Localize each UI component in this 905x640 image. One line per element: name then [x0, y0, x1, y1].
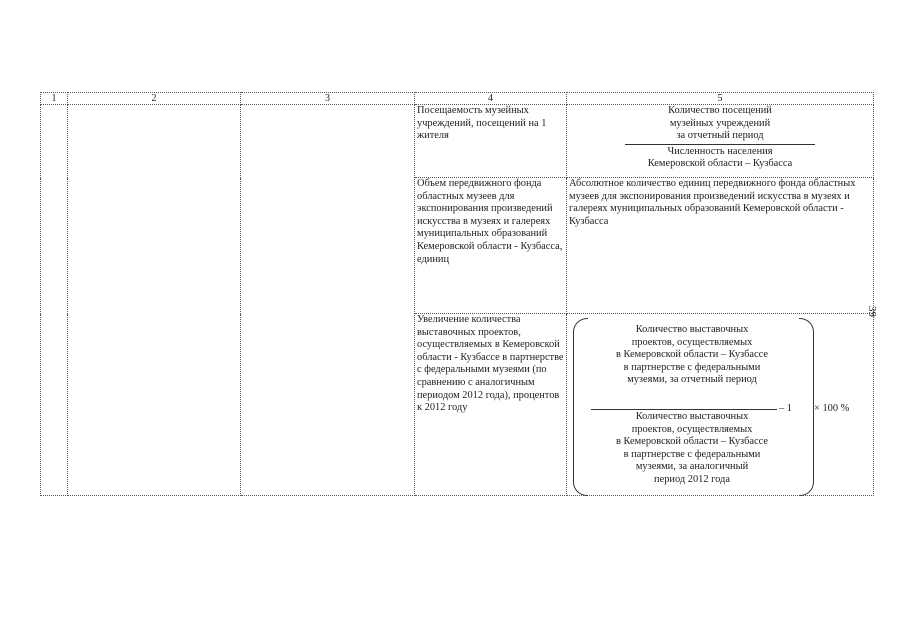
- formula-attendance: [567, 105, 874, 178]
- formula-denominator-line: музеями, за аналогичный: [635, 461, 749, 473]
- formula-numerator-line: музеями, за отчетный период: [627, 374, 757, 386]
- formula-denominator-line: в партнерстве с федеральными: [623, 448, 761, 460]
- left-parenthesis: [573, 318, 588, 496]
- formula-numerator-line: проектов, осуществляемых: [631, 336, 753, 348]
- formula-exhibition-projects: [567, 314, 874, 496]
- formula-minus-one: – 1: [779, 403, 792, 414]
- table-row: [41, 105, 874, 178]
- page-number: 39: [866, 306, 878, 317]
- indicators-table: [40, 92, 874, 496]
- formula-denominator-line: Кемеровской области – Кузбасса: [647, 158, 793, 170]
- fraction-bar: [591, 409, 777, 410]
- formula-numerator-line: музейных учреждений: [669, 117, 771, 129]
- indicator-attendance: Посещаемость музейных учреждений, посещений на 1 жителя: [415, 105, 567, 178]
- right-parenthesis: [799, 318, 814, 496]
- formula-numerator-line: в партнерстве с федеральными: [623, 361, 761, 373]
- cell-col2: [68, 105, 241, 496]
- formula-denominator-line: период 2012 года: [654, 473, 730, 485]
- cell-col3: [241, 105, 415, 496]
- formula-times-100-percent: × 100 %: [814, 403, 850, 414]
- formula-numerator: [587, 324, 797, 387]
- indicator-mobile-fund: Объем передвижного фонда областных музеев для экспонирования произведений искусства в музеях и галереях муниципальных образований Кемеровской области - Кузбасса, единиц: [415, 178, 567, 314]
- formula-denominator-line: в Кемеровской области – Кузбассе: [616, 436, 768, 448]
- indicator-exhibition-projects: Увеличение количества выставочных проектов, осуществляемых в Кемеровской области - Кузбассе в партнерстве с федеральными музеями (по сравнению с аналогичным периодом 2012 года), процентов к 2012 году: [415, 314, 567, 496]
- col-header-5: 5: [567, 93, 874, 105]
- cell-col1: [41, 105, 68, 496]
- fraction-bar: [625, 144, 815, 145]
- formula-numerator-line: Количество выставочных: [635, 324, 749, 335]
- formula-numerator-line: в Кемеровской области – Кузбассе: [616, 349, 768, 361]
- col-header-4: 4: [415, 93, 567, 105]
- formula-denominator: [587, 411, 797, 487]
- col-header-2: 2: [68, 93, 241, 105]
- col-header-3: 3: [241, 93, 415, 105]
- description-mobile-fund: Абсолютное количество единиц передвижного фонда областных музеев для экспонирования произведений искусства в музеях и галереях муниципальных образований Кемеровской области - Кузбасса: [567, 178, 874, 314]
- formula-numerator-line: за отчетный период: [676, 130, 764, 142]
- column-number-row: [41, 93, 874, 105]
- formula-numerator-line: Количество посещений: [668, 105, 772, 116]
- formula-denominator-line: Количество выставочных: [635, 411, 749, 422]
- formula-denominator-line: Численность населения: [667, 145, 773, 157]
- col-header-1: 1: [41, 93, 68, 105]
- formula-denominator-line: проектов, осуществляемых: [631, 423, 753, 435]
